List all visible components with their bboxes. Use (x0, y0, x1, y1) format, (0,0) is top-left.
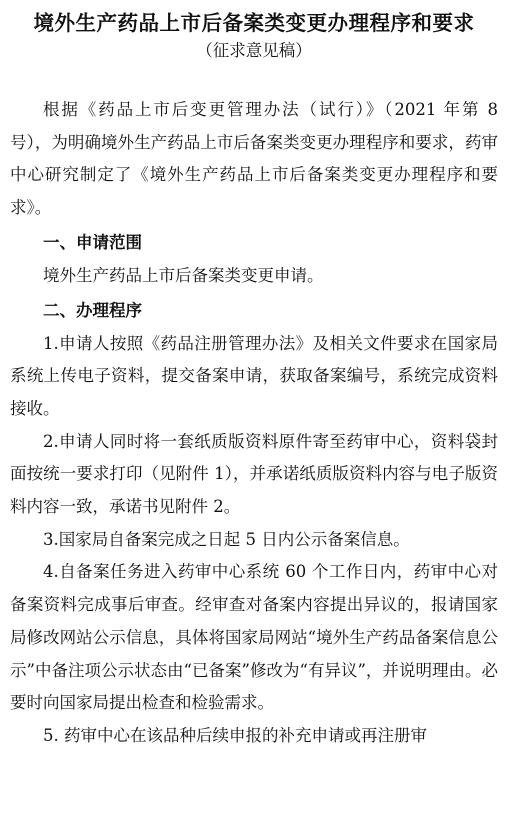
procedure-step-3: 3.国家局自备案完成之日起 5 日内公示备案信息。 (43, 529, 410, 549)
procedure-step-5: 5. 药审中心在该品种后续申报的补充申请或再注册审 (43, 725, 427, 745)
scope-paragraph: 境外生产药品上市后备案类变更申请。 (43, 265, 324, 285)
section-heading-scope: 一、申请范围 (43, 232, 142, 252)
procedure-step-4: 4.自备案任务进入药审中心系统 60 个工作日内，药审中心对备案资料完成事后审查。经审查对备案内容提出异议的，报请国家局修改网站公示信息，具体将国家局网站“境外生产药品备案信息公示”中备注项公示状态由“已备案”修改为“有异议”，并说明理由。必要时向国家局提出检查和检验需求。 (10, 562, 498, 713)
document-subtitle: （征求意见稿） (196, 41, 312, 60)
intro-paragraph: 根据《药品上市后变更管理办法（试行）》（2021 年第 8 号），为明确境外生产药品上市后备案类变更办理程序和要求，药审中心研究制定了《境外生产药品上市后备案类变更办理程序和要求》。 (10, 100, 498, 218)
section-heading-procedure: 二、办理程序 (43, 300, 142, 320)
procedure-step-1: 1.申请人按照《药品注册管理办法》及相关文件要求在国家局系统上传电子资料，提交备案申请，获取备案编号，系统完成资料接收。 (10, 333, 498, 418)
procedure-step-2: 2.申请人同时将一套纸质版资料原件寄至药审中心，资料袋封面按统一要求打印（见附件 1），并承诺纸质版资料内容与电子版资料内容一致，承诺书见附件 2。 (10, 431, 498, 517)
document-title: 境外生产药品上市后备案类变更办理程序和要求 (33, 11, 475, 35)
